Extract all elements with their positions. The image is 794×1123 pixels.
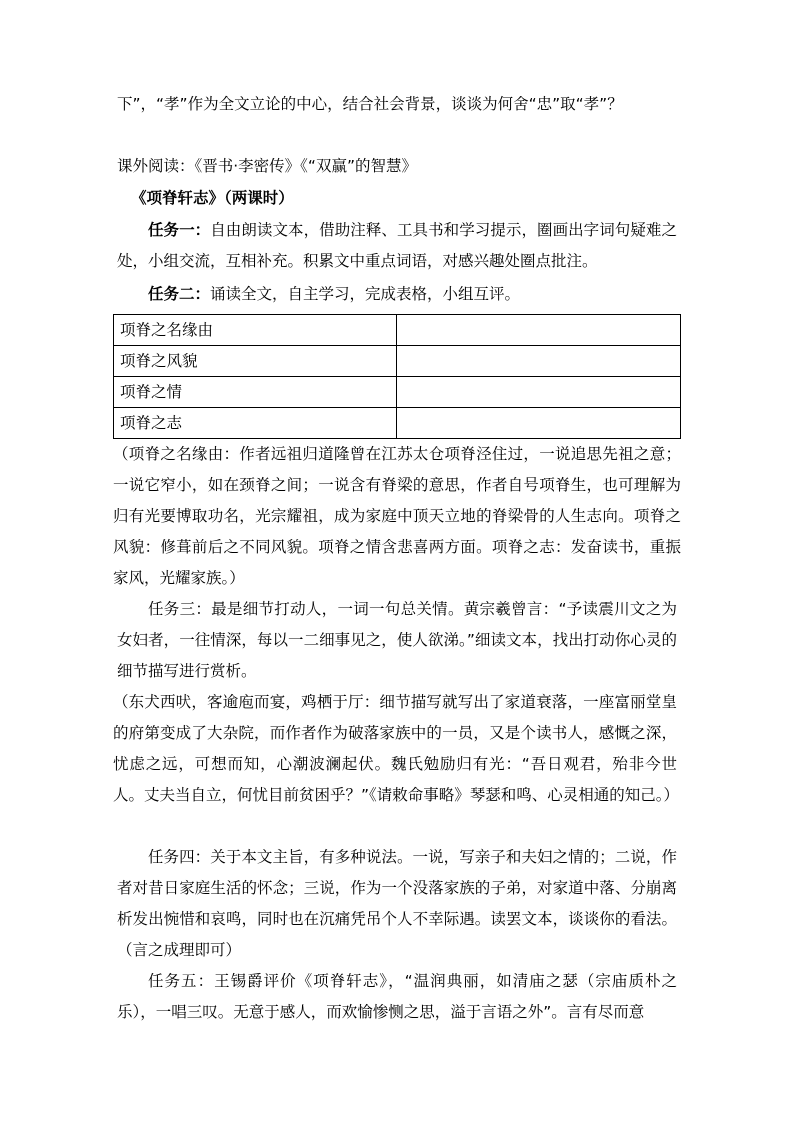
table-cell-value: [397, 408, 681, 439]
table-cell-label: 项脊之风貌: [114, 346, 397, 377]
extra-reading-line: 课外阅读：《晋书·李密传》《“双赢”的智慧》: [117, 157, 417, 175]
section-title: 《项脊轩志》（两课时）: [131, 189, 294, 207]
task-three-answer: （东犬西吠，客逾庖而宴，鸡栖于厅：细节描写就写出了家道衰落，一座富丽堂皇的府第变成了大杂院，而作者作为破落家族中的一员，又是个读书人，感慨之深，忧虑之远，可想而知，心潮波澜起伏。魏氏勉励归有光：“吾日观君，殆非今世人。丈夫当自立，何忧目前贫困乎？”《请敕命事略》琴瑟和鸣、心灵相通的知己。）: [113, 693, 680, 804]
table-row: [114, 408, 681, 439]
task-one-text: 自由朗读文本，借助注释、工具书和学习提示，圈画出字词句疑难之处，小组交流，互相补充。积累文中重点词语，对感兴趣处圈点批注。: [117, 221, 677, 270]
task-two-text: 诵读全文，自主学习，完成表格，小组互评。: [210, 285, 521, 303]
table-row: [114, 315, 681, 346]
table-cell-value: [397, 377, 681, 408]
task-two-paragraph: [117, 279, 677, 310]
table-cell-value: [397, 315, 681, 346]
task-two-table: [113, 314, 681, 439]
task-one-label: 任务一：: [148, 221, 211, 239]
table-cell-label: 项脊之名缘由: [114, 315, 397, 346]
table-row: [114, 346, 681, 377]
task-one-paragraph: [117, 215, 677, 277]
task-two-answer: （项脊之名缘由：作者远祖归道隆曾在江苏太仓项脊泾住过，一说追思先祖之意；一说它窄小，如在颈脊之间；一说含有脊梁的意思，作者自号项脊生，也可理解为归有光要博取功名，光宗耀祖，成为家庭中顶天立地的脊梁骨的人生志向。项脊之风貌：修葺前后之不同风貌。项脊之情含悲喜两方面。项脊之志：发奋读书，重振家风，光耀家族。）: [113, 445, 681, 587]
table-cell-label: 项脊之志: [114, 408, 397, 439]
table-row: [114, 377, 681, 408]
question-paragraph: 下”，“孝”作为全文立论的中心，结合社会背景，谈谈为何舍“忠”取“孝”？: [117, 95, 623, 113]
task-three-paragraph: 任务三：最是细节打动人，一词一句总关情。黄宗羲曾言：“予读震川文之为女妇者，一往情深，每以一二细事见之，使人欲涕。”细读文本，找出打动你心灵的细节描写进行赏析。: [117, 600, 677, 680]
task-two-label: 任务二：: [148, 285, 211, 303]
task-four-paragraph: 任务四：关于本文主旨，有多种说法。一说，写亲子和夫妇之情的；二说，作者对昔日家庭生活的怀念；三说，作为一个没落家族的子弟，对家道中落、分崩离析发出惋惜和哀鸣，同时也在沉痛凭吊个人不幸际遇。读罢文本，谈谈你的看法。（言之成理即可）: [117, 848, 677, 959]
table-cell-label: 项脊之情: [114, 377, 397, 408]
table-cell-value: [397, 346, 681, 377]
task-five-paragraph: 任务五：王锡爵评价《项脊轩志》，“温润典丽，如清庙之瑟（宗庙质朴之乐），一唱三叹。无意于感人，而欢愉惨恻之思，溢于言语之外”。言有尽而意: [117, 972, 677, 1021]
